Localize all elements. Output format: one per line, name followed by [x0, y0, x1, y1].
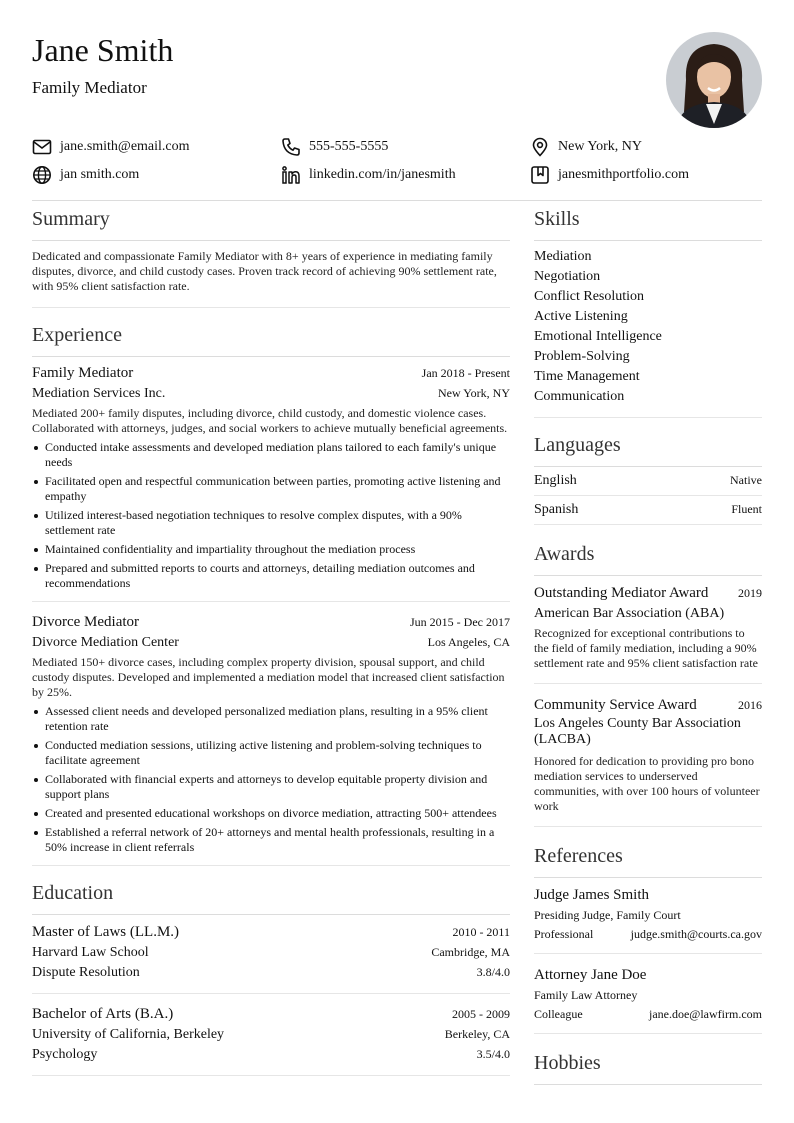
header-divider [32, 200, 762, 201]
award-entry [534, 583, 762, 684]
reference-contact[interactable]: judge.smith@courts.ca.gov [630, 927, 762, 941]
field-of-study: Psychology [32, 1047, 98, 1062]
summary-section [32, 206, 510, 308]
bullet-item: Created and presented educational workshops on divorce mediation, attracting 500+ attendees [32, 806, 510, 821]
email-text: jane.smith@email.com [60, 139, 190, 154]
degree: Bachelor of Arts (B.A.) [32, 1006, 174, 1022]
school: Harvard Law School [32, 945, 149, 960]
divider [32, 993, 510, 994]
linkedin-contact[interactable] [281, 165, 456, 185]
bullet-item: Collaborated with financial experts and attorneys to develop equitable property division and support plans [32, 772, 510, 802]
awards-section [534, 541, 762, 827]
bullet-item: Facilitated open and respectful communication between parties, promoting active listening and empathy [32, 474, 510, 504]
reference-name: Judge James Smith [534, 887, 649, 903]
skill-item: Problem-Solving [534, 349, 630, 364]
language-name: English [534, 473, 577, 488]
education-section [32, 880, 510, 1076]
job-company: Divorce Mediation Center [32, 635, 179, 650]
language-level: Native [730, 473, 762, 487]
skill-item: Active Listening [534, 309, 628, 324]
school: University of California, Berkeley [32, 1027, 225, 1042]
map-pin-icon [530, 137, 550, 157]
job-role: Family Mediator [32, 365, 134, 381]
school-location: Cambridge, MA [431, 945, 510, 959]
main-column [32, 206, 510, 1076]
side-column [534, 206, 762, 1085]
globe-icon [32, 165, 52, 185]
award-title: Community Service Award [534, 697, 697, 713]
job-bullets [32, 440, 510, 591]
job-title: Family Mediator [32, 78, 147, 97]
reference-relation: Colleague [534, 1007, 583, 1021]
reference-position: Presiding Judge, Family Court [534, 908, 681, 922]
hobbies-section [534, 1050, 762, 1085]
experience-section [32, 322, 510, 866]
divider [32, 1075, 510, 1076]
skill-item: Conflict Resolution [534, 289, 645, 304]
references-heading: References [534, 843, 762, 878]
bullet-item: Established a referral network of 20+ attorneys and mental health professionals, resulting in a 50% increase in client referrals [32, 825, 510, 855]
award-year: 2019 [738, 586, 762, 600]
education-dates: 2005 - 2009 [452, 1007, 510, 1021]
skill-item: Mediation [534, 249, 592, 264]
award-title: Outstanding Mediator Award [534, 585, 709, 601]
awards-heading: Awards [534, 541, 762, 576]
divider [534, 683, 762, 684]
language-name: Spanish [534, 502, 579, 517]
bullet-item: Prepared and submitted reports to courts and attorneys, detailing mediation outcomes and recommendations [32, 561, 510, 591]
field-of-study: Dispute Resolution [32, 965, 140, 980]
reference-relation: Professional [534, 927, 594, 941]
linkedin-text: linkedin.com/in/janesmith [309, 167, 456, 182]
divider [534, 417, 762, 418]
award-issuer: Los Angeles County Bar Association (LACBA) [534, 716, 741, 747]
job-description: Mediated 200+ family disputes, including divorce, child custody, and domestic violence cases. Collaborated with attorneys, judges, and social workers to achieve mutually beneficial agreements. [32, 406, 508, 435]
job-role: Divorce Mediator [32, 614, 140, 630]
website-contact[interactable] [32, 165, 139, 185]
award-issuer: American Bar Association (ABA) [534, 606, 725, 621]
candidate-name: Jane Smith [32, 32, 174, 68]
email-contact[interactable] [32, 137, 190, 157]
job-dates: Jan 2018 - Present [421, 366, 510, 380]
divider [32, 307, 510, 308]
education-heading: Education [32, 880, 510, 915]
education-entry [32, 922, 510, 994]
skill-item: Emotional Intelligence [534, 329, 662, 344]
language-level: Fluent [731, 502, 762, 516]
job-entry [32, 612, 510, 866]
job-description: Mediated 150+ divorce cases, including complex property division, spousal support, and child custody disputes. Developed and implemented a mediation model that increased client satisfaction by 25%. [32, 655, 505, 699]
summary-heading: Summary [32, 206, 510, 241]
bullet-item: Assessed client needs and developed personalized mediation plans, resulting in a 95% client retention rate [32, 704, 510, 734]
school-location: Berkeley, CA [444, 1027, 510, 1041]
skills-section [534, 206, 762, 418]
award-entry [534, 695, 762, 827]
job-bullets [32, 704, 510, 855]
skills-list [534, 247, 762, 407]
location-contact [530, 137, 642, 157]
education-entry [32, 1004, 510, 1076]
reference-entry [534, 885, 762, 954]
language-row [534, 467, 762, 496]
job-dates: Jun 2015 - Dec 2017 [410, 615, 510, 629]
divider [32, 601, 510, 602]
linkedin-icon [281, 165, 301, 185]
location-text: New York, NY [558, 139, 643, 154]
divider [32, 865, 510, 866]
job-entry [32, 363, 510, 602]
summary-text: Dedicated and compassionate Family Mediator with 8+ years of experience in mediating family disputes, divorce, and child custody cases. Proven track record of achieving 90% settlement rate, with 95% client satisfaction rate. [32, 249, 497, 293]
skills-heading: Skills [534, 206, 762, 241]
job-company: Mediation Services Inc. [32, 386, 166, 401]
portfolio-text: janesmithportfolio.com [558, 167, 690, 182]
languages-heading: Languages [534, 432, 762, 467]
languages-section [534, 432, 762, 525]
portfolio-contact[interactable] [530, 165, 689, 185]
job-location: Los Angeles, CA [427, 635, 510, 649]
profile-photo [666, 32, 762, 128]
experience-heading: Experience [32, 322, 510, 357]
education-dates: 2010 - 2011 [452, 925, 510, 939]
website-text: jan smith.com [60, 167, 140, 182]
award-year: 2016 [738, 698, 762, 712]
gpa: 3.8/4.0 [476, 965, 510, 979]
degree: Master of Laws (LL.M.) [32, 924, 180, 940]
reference-contact[interactable]: jane.doe@lawfirm.com [648, 1007, 762, 1021]
mail-icon [32, 137, 52, 157]
bookmark-icon [530, 165, 550, 185]
skill-item: Negotiation [534, 269, 601, 284]
skill-item: Communication [534, 389, 625, 404]
bullet-item: Conducted mediation sessions, utilizing active listening and problem-solving techniques to facilitate agreement [32, 738, 510, 768]
phone-contact[interactable] [281, 137, 388, 157]
reference-position: Family Law Attorney [534, 988, 638, 1002]
phone-icon [281, 137, 301, 157]
job-location: New York, NY [437, 386, 510, 400]
divider [534, 953, 762, 954]
reference-name: Attorney Jane Doe [534, 967, 647, 983]
references-section [534, 843, 762, 1034]
award-description: Honored for dedication to providing pro bono mediation services to underserved communities, with over 100 hours of volunteer work [534, 754, 760, 813]
gpa: 3.5/4.0 [476, 1047, 510, 1061]
award-description: Recognized for exceptional contributions to the field of family mediation, including a 90% settlement rate and 95% client satisfaction rate [534, 626, 758, 670]
divider [534, 826, 762, 827]
reference-entry [534, 965, 762, 1034]
hobbies-heading: Hobbies [534, 1050, 762, 1085]
bullet-item: Conducted intake assessments and developed mediation plans tailored to each family's unique needs [32, 440, 510, 470]
divider [534, 1033, 762, 1034]
bullet-item: Utilized interest-based negotiation techniques to resolve complex disputes, with a 90% settlement rate [32, 508, 510, 538]
bullet-item: Maintained confidentiality and impartiality throughout the mediation process [32, 542, 510, 557]
skill-item: Time Management [534, 369, 640, 384]
language-row [534, 496, 762, 525]
phone-text: 555-555-5555 [309, 139, 389, 154]
